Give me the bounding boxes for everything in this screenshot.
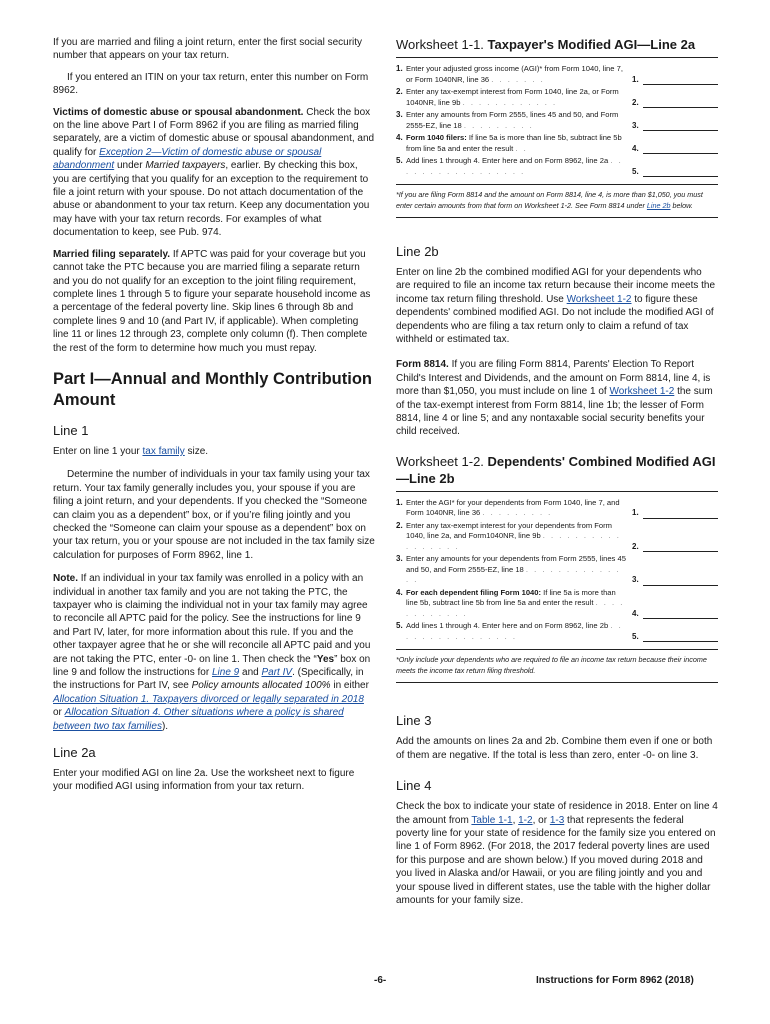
domestic-abuse-paragraph: Victims of domestic abuse or spousal abandonment. Check the box on the line above Part I of Form 8962 if you are filing as married filing separately, are a victim of domestic abuse or spousal abandonment, and qualify for Exception 2—Victim of domestic abuse or spousal abandonment under Married taxpayers, earlier. By checking this box, you are certifying that you qualify for an exception to the requirement to file a joint return with your spouse. Do not attach documentation of the abuse or abandonment to your tax return. Keep any documentation you may have with your tax return records. For examples of what documentation to keep, see Pub. 974. [53, 106, 375, 239]
worksheet-row: 3. Enter any amounts for your dependents from Form 2555, lines 45 and 50, and Form 2555-EZ, line 18 . . . . . . . . . . . . . . 3. [396, 554, 718, 586]
line-9-link[interactable]: Line 9 [211, 667, 240, 679]
allocation-situation-1-link[interactable]: Allocation Situation 1. Taxpayers divorced or legally separated in 2018 [53, 693, 364, 705]
line-2b-paragraph: Enter on line 2b the combined modified AGI for your dependents who are required to file an income tax return because their income meets the income tax return filing threshold. Use Worksheet 1-2 to figure these dependents' combined modified AGI. Do not include the modified AGI of dependents who are filing a tax return only to claim a refund of tax withheld or estimated tax. [396, 267, 716, 346]
answer-field[interactable] [643, 577, 718, 586]
line-3-heading: Line 3 [396, 713, 432, 729]
line-2b-heading: Line 2b [396, 244, 439, 259]
worksheet-row: 2. Enter any tax-exempt interest from Form 1040, line 2a, or Form 1040NR, line 9b . . . . . . . . . . . . 2. [396, 87, 718, 108]
worksheet-row: 2. Enter any tax-exempt interest for your dependents from Form 1040, line 2a, and Form1040NR, line 9b . . . . . . . . . . . . . . . . . 2. [396, 521, 718, 553]
line-2b-link[interactable]: Line 2b [646, 200, 671, 210]
answer-field[interactable] [643, 633, 718, 642]
table-1-3-link[interactable]: 1-3 [549, 814, 565, 826]
line-4-heading: Line 4 [396, 778, 432, 794]
allocation-situation-4-link[interactable]: Allocation Situation 4. Other situations where a policy is shared between two tax families [53, 707, 344, 732]
worksheet-1-1-title: Worksheet 1-1. Taxpayer's Modified AGI—Line 2a [396, 37, 696, 52]
worksheet-1-2-title: Worksheet 1-2. Dependents' Combined Modified AGI—Line 2b [396, 453, 716, 486]
answer-field[interactable] [643, 168, 718, 177]
exception-2-link[interactable]: Exception 2—Victim of domestic abuse or spousal abandonment [53, 146, 322, 172]
answer-field[interactable] [643, 543, 718, 552]
note-heading: Note. [53, 573, 78, 585]
table-1-1-link[interactable]: Table 1-1 [471, 814, 513, 826]
worksheet-row: 1. Enter the AGI* for your dependents from Form 1040, line 7, and Form 1040NR, line 36 . . . . . . . . . 1. [396, 498, 718, 519]
answer-field[interactable] [643, 76, 718, 85]
worksheet-1-2-footnote: *Only include your dependents who are required to file an income tax return because their income meets the income tax return filing threshold. [396, 650, 718, 683]
line-1-details: Determine the number of individuals in your tax family using your tax return. Your tax family generally includes you, your spouse if you are filing a joint return, and your dependents. If you checked the “Someone can claim you as a dependent” box, or if you’re filing jointly and you checked the “Someone can claim your spouse as a dependent” box on your tax return, you or your spouse are not included in the tax family size calculation for purposes of Form 8962, line 1. [53, 469, 375, 561]
answer-field[interactable] [643, 122, 718, 131]
part-iv-link[interactable]: Part IV [261, 667, 293, 679]
domestic-abuse-heading: Victims of domestic abuse or spousal abandonment. [53, 106, 304, 118]
note-paragraph: Note. If an individual in your tax family was enrolled in a policy with an individual in another tax family and you are not taking the PTC, the taxpayer who is claiming the individual not in your tax family may agree to reconcile all APTC paid for the policy. See the instructions for line 9 and Part IV, later, for more information about this rule. If you and the other taxpayer agree that he or she will reconcile all APTC paid and you are not taking the PTC, enter -0- on line 1. Then check the “Yes” box on line 9 and follow the instructions for Line 9 and Part IV. (Specifically, in the instructions for Part IV, see Policy amounts allocated 100% in either Allocation Situation 1. Taxpayers divorced or legally separated in 2018 or Allocation Situation 4. Other situations where a policy is shared between two tax families). [53, 573, 371, 732]
page-number: -6- [374, 975, 387, 986]
worksheet-1-1 [396, 57, 718, 185]
worksheet-row: 5. Add lines 1 through 4. Enter here and on Form 8962, line 2a . . . . . . . . . . . . . . . . . 5. [396, 156, 718, 177]
itin-paragraph: If you entered an ITIN on your tax return, enter this number on Form 8962. [53, 71, 369, 97]
table-1-2-link[interactable]: 1-2 [518, 814, 533, 826]
tax-family-link[interactable]: tax family [142, 445, 185, 457]
line-2a-heading: Line 2a [53, 745, 96, 761]
worksheet-1-2-link[interactable]: Worksheet 1-2 [566, 293, 632, 305]
part-1-heading: Part I—Annual and Monthly Contribution Amount [53, 369, 372, 409]
worksheet-1-2-link[interactable]: Worksheet 1-2 [609, 386, 675, 398]
worksheet-row: 4. For each dependent filing Form 1040: If line 5a is more than line 5b, subtract line 5b from line 5a and enter the result . . . . . . . . . . . . 4. [396, 588, 718, 620]
right-column [396, 36, 718, 907]
answer-field[interactable] [643, 510, 718, 519]
ssn-paragraph: If you are married and filing a joint return, enter the first social security number that appears on your tax return. [53, 37, 363, 62]
footer-title: Instructions for Form 8962 (2018) [536, 975, 694, 986]
worksheet-row: 4. Form 1040 filers: If line 5a is more than line 5b, subtract line 5b from line 5a and enter the result . . 4. [396, 133, 718, 154]
answer-field[interactable] [643, 99, 718, 108]
answer-field[interactable] [643, 145, 718, 154]
line-1-heading: Line 1 [53, 422, 89, 438]
line-2a-paragraph: Enter your modified AGI on line 2a. Use the worksheet next to figure your modified AGI using information from your tax return. [53, 768, 355, 793]
worksheet-1-2 [396, 491, 718, 651]
worksheet-1-1-footnote: *If you are filing Form 8814 and the amount on Form 8814, line 4, is more than $1,050, you must enter certain amounts from that form on Worksheet 1-2. See Form 8814 under Line 2b below. [396, 185, 718, 218]
worksheet-row: 1. Enter your adjusted gross income (AGI)* from Form 1040, line 7, or Form 1040NR, line 36 . . . . . . . 1. [396, 64, 718, 85]
form-8814-heading: Form 8814. [396, 359, 449, 371]
line-3-paragraph: Add the amounts on lines 2a and 2b. Combine them even if one or both of them are negative. If the total is less than zero, enter -0- on line 3. [396, 736, 713, 761]
left-column [53, 36, 375, 794]
line-4-paragraph: Check the box to indicate your state of residence in 2018. Enter on line 4 the amount from Table 1-1, 1-2, or 1-3 that represents the federal poverty line for your state of residence for the family size you entered on line 1 of Form 8962. (For 2018, the 2017 federal poverty lines are used for this purpose and are shown below.) If you moved during 2018 and you lived in Alaska and/or Hawaii, or you are filing jointly and you and your spouse lived in different states, use the table with the higher dollar amounts for your family size. [396, 801, 718, 907]
married-filing-separately-paragraph: Married filing separately. If APTC was paid for your coverage but you cannot take the PTC because you are married filing a separate return and you do not qualify for an exception to the joint filing requirement, complete lines 1 through 5 to figure your separate household income as a percentage of the federal poverty line. Skip lines 6 through 8b and complete lines 9 and 10 (and Part IV, if applicable). When completing line 11 or lines 12 through 23, complete only column (f). Then complete the rest of the form to determine how much you must repay. [53, 248, 371, 354]
answer-field[interactable] [643, 610, 718, 619]
worksheet-row: 5. Add lines 1 through 4. Enter here and on Form 8962, line 2b . . . . . . . . . . . . . . . . 5. [396, 621, 718, 642]
worksheet-row: 3. Enter any amounts from Form 2555, lines 45 and 50, and Form 2555-EZ, line 18 . . . . . . . . . 3. [396, 110, 718, 131]
married-filing-separately-heading: Married filing separately. [53, 248, 171, 260]
form-8814-paragraph: Form 8814. If you are filing Form 8814, Parents' Election To Report Child's Interest and Dividends, and the amount on Form 8814, line 4, is more than $1,050, you must include on line 1 of Worksheet 1-2 the sum of the tax-exempt interest from Form 8814, line 1b; the lesser of Form 8814, line 4 or line 5; and any nontaxable social security benefits your child received. [396, 359, 713, 438]
line-1-intro: Enter on line 1 your tax family size. [53, 445, 209, 457]
